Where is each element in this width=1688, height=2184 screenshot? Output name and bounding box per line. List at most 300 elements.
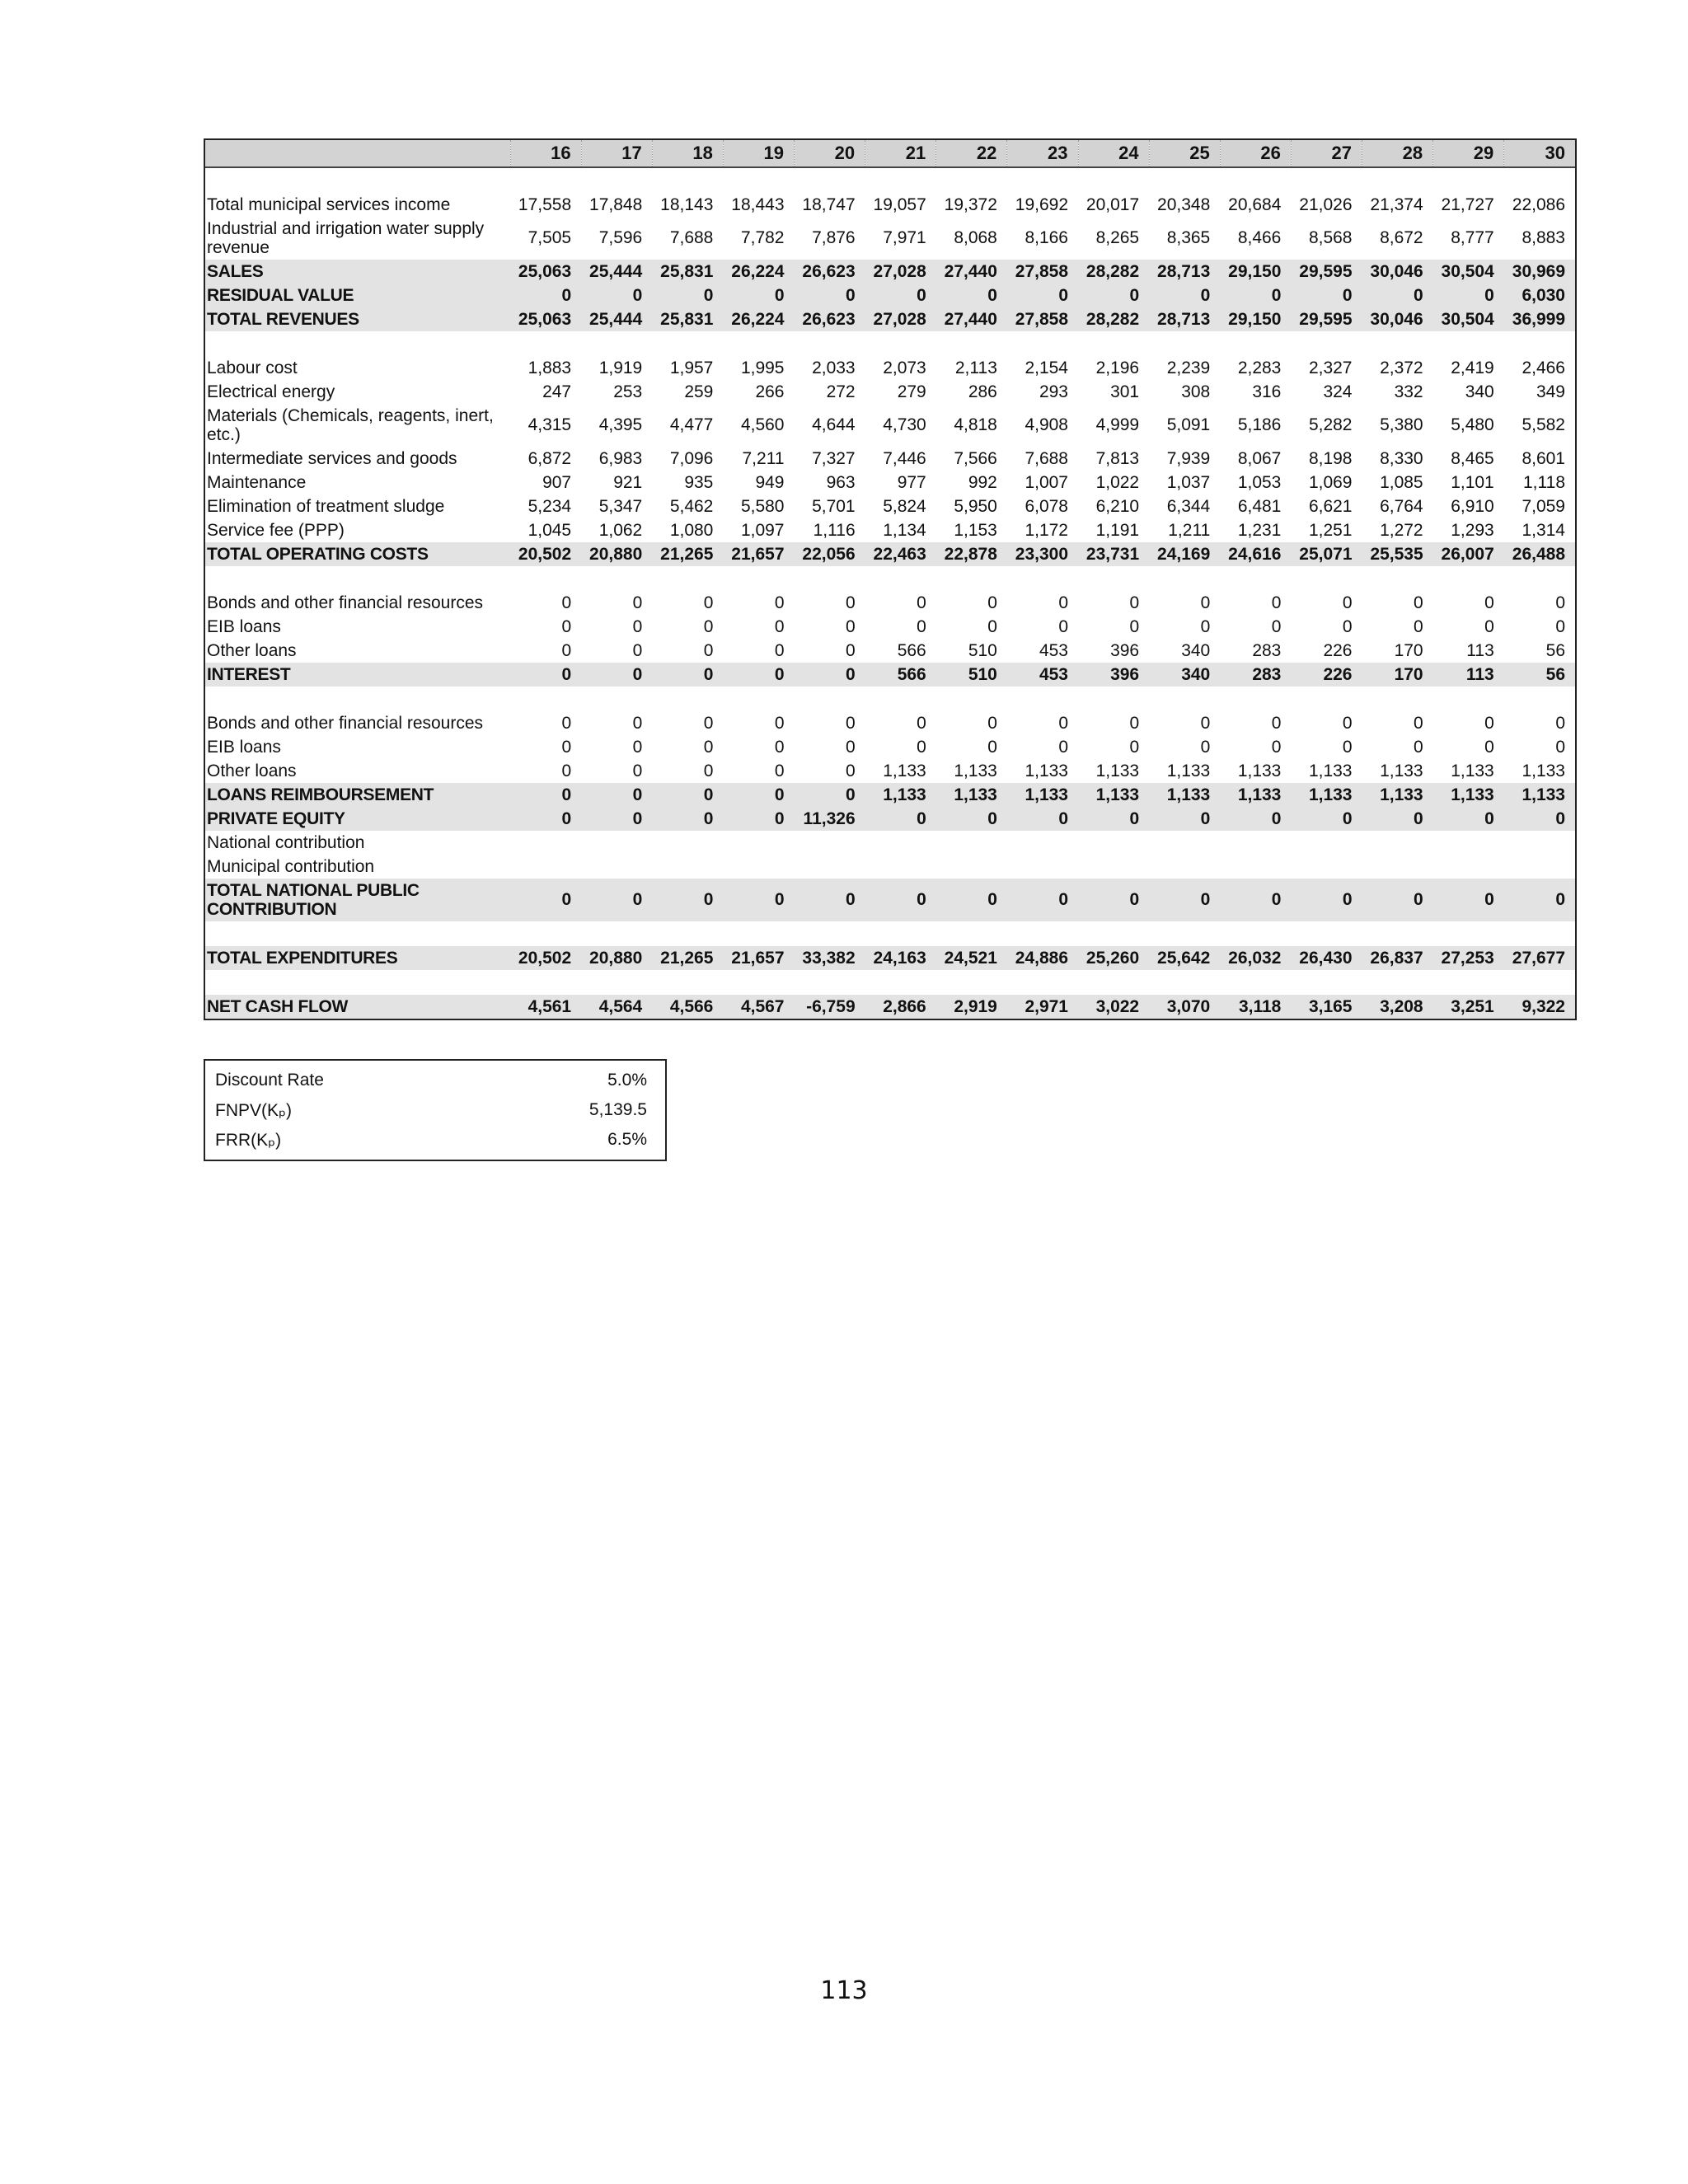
table-row	[205, 831, 1575, 855]
table-cell: 0	[774, 761, 785, 780]
table-cell: 0	[1555, 593, 1565, 612]
table-cell: 1,153	[954, 520, 997, 540]
table-cell: 992	[968, 472, 997, 492]
indicator-row	[205, 1095, 665, 1125]
table-cell: 0	[510, 783, 581, 807]
row-label: TOTAL REVENUES	[205, 307, 510, 331]
row-label: RESIDUAL VALUE	[205, 284, 510, 307]
table-cell: 21,657	[723, 946, 794, 970]
table-cell: 1,995	[740, 358, 785, 377]
table-row	[205, 615, 1575, 639]
table-cell: 566	[865, 663, 936, 687]
table-cell: 4,644	[812, 415, 856, 434]
table-cell	[795, 855, 865, 879]
table-cell: 1,172	[1025, 520, 1068, 540]
table-cell: 0	[865, 807, 936, 831]
table-cell: 6,621	[1308, 496, 1353, 516]
table-cell: 7,596	[598, 228, 643, 247]
table-cell: 6,030	[1504, 284, 1575, 307]
table-cell: 17,848	[589, 194, 643, 214]
total-row	[205, 307, 1575, 331]
table-cell: 0	[1291, 284, 1362, 307]
table-cell: 7,566	[954, 448, 997, 468]
table-cell: 6,344	[1166, 496, 1211, 516]
table-cell: 8,568	[1308, 228, 1353, 247]
table-row	[205, 855, 1575, 879]
table-cell: 1,101	[1451, 472, 1494, 492]
table-cell: 2,283	[1237, 358, 1282, 377]
table-cell: 25,831	[652, 307, 723, 331]
row-label: TOTAL NATIONAL PUBLIC CONTRIBUTION	[205, 879, 510, 921]
table-cell: 1,069	[1308, 472, 1353, 492]
table-cell: 0	[1504, 879, 1575, 921]
table-cell: 0	[723, 783, 794, 807]
table-cell: 30,504	[1433, 260, 1504, 284]
table-cell: 26,488	[1504, 542, 1575, 566]
table-cell: 0	[987, 616, 997, 636]
table-cell: 25,535	[1362, 542, 1433, 566]
table-cell: 0	[1413, 713, 1423, 733]
table-cell: 7,971	[883, 228, 926, 247]
table-cell: 266	[755, 382, 785, 401]
table-cell: 921	[613, 472, 643, 492]
table-cell	[510, 855, 581, 879]
table-cell	[1291, 831, 1362, 855]
total-row	[205, 260, 1575, 284]
table-cell: 56	[1545, 640, 1565, 660]
table-cell: 0	[774, 593, 785, 612]
table-cell: 396	[1078, 663, 1149, 687]
table-row	[205, 759, 1575, 783]
table-row	[205, 711, 1575, 735]
table-cell: 2,154	[1025, 358, 1068, 377]
table-cell: 7,813	[1095, 448, 1140, 468]
table-cell: 3,165	[1291, 995, 1362, 1019]
row-label: EIB loans	[207, 617, 281, 636]
table-cell: 0	[1271, 616, 1282, 636]
table-cell	[510, 831, 581, 855]
table-cell: 30,046	[1362, 260, 1433, 284]
spacer-cell	[205, 921, 1575, 946]
table-cell: 28,713	[1149, 260, 1220, 284]
table-cell: 0	[652, 663, 723, 687]
table-cell: 0	[1200, 737, 1211, 757]
table-cell: 510	[968, 640, 997, 660]
table-cell: 36,999	[1504, 307, 1575, 331]
table-row	[205, 471, 1575, 494]
table-cell: 0	[1484, 737, 1494, 757]
total-row	[205, 284, 1575, 307]
total-row	[205, 783, 1575, 807]
row-label: Bonds and other financial resources	[207, 714, 484, 733]
table-cell	[936, 831, 1007, 855]
table-cell: 0	[1433, 879, 1504, 921]
table-cell: 26,623	[795, 307, 865, 331]
table-cell: 0	[703, 616, 714, 636]
table-cell: 0	[987, 713, 997, 733]
table-cell: 0	[1342, 737, 1353, 757]
table-cell: 25,071	[1291, 542, 1362, 566]
table-cell: 21,727	[1441, 194, 1494, 214]
table-cell: 0	[652, 879, 723, 921]
table-cell	[581, 855, 652, 879]
table-cell: 18,443	[731, 194, 785, 214]
table-cell: 396	[1110, 640, 1140, 660]
table-cell: 0	[1200, 616, 1211, 636]
table-cell: 1,080	[669, 520, 714, 540]
table-cell: 7,782	[740, 228, 785, 247]
table-cell: 0	[723, 879, 794, 921]
table-cell: -6,759	[795, 995, 865, 1019]
table-cell: 0	[1504, 807, 1575, 831]
table-cell: 0	[561, 713, 572, 733]
table-cell	[1220, 831, 1291, 855]
table-row	[205, 356, 1575, 380]
table-cell: 26,032	[1220, 946, 1291, 970]
table-cell: 28,282	[1078, 307, 1149, 331]
table-cell: 1,133	[1504, 783, 1575, 807]
spacer-row	[205, 921, 1575, 946]
table-cell: 4,564	[581, 995, 652, 1019]
table-cell: 0	[795, 284, 865, 307]
year-header-29: 29	[1433, 140, 1504, 167]
table-cell: 2,196	[1095, 358, 1140, 377]
table-cell: 26,623	[795, 260, 865, 284]
spacer-cell	[205, 331, 1575, 356]
table-cell: 0	[652, 284, 723, 307]
table-cell: 566	[897, 640, 926, 660]
table-cell: 2,113	[954, 358, 997, 377]
table-cell: 30,504	[1433, 307, 1504, 331]
table-cell: 27,028	[865, 260, 936, 284]
table-cell: 0	[632, 761, 643, 780]
table-cell: 17,558	[518, 194, 572, 214]
table-cell: 253	[613, 382, 643, 401]
table-cell: 1,097	[740, 520, 785, 540]
table-cell: 27,440	[936, 260, 1007, 284]
table-cell: 0	[1271, 593, 1282, 612]
table-cell: 0	[1129, 713, 1140, 733]
table-cell: 0	[581, 284, 652, 307]
row-label: TOTAL OPERATING COSTS	[205, 542, 510, 566]
table-cell: 0	[845, 640, 856, 660]
table-cell: 0	[1078, 879, 1149, 921]
table-cell: 0	[1129, 593, 1140, 612]
table-cell: 0	[1291, 879, 1362, 921]
table-cell: 2,327	[1308, 358, 1353, 377]
table-cell: 0	[1433, 807, 1504, 831]
table-row	[205, 380, 1575, 404]
table-cell: 0	[795, 879, 865, 921]
table-cell	[1504, 831, 1575, 855]
table-cell: 0	[917, 593, 926, 612]
table-cell: 30,046	[1362, 307, 1433, 331]
table-cell	[1433, 855, 1504, 879]
table-cell: 7,327	[812, 448, 856, 468]
table-cell: 0	[1007, 807, 1078, 831]
table-cell	[1149, 855, 1220, 879]
table-cell: 1,133	[1149, 783, 1220, 807]
table-cell: 0	[917, 713, 926, 733]
row-label: Total municipal services income	[207, 195, 451, 214]
table-cell: 0	[561, 616, 572, 636]
spacer-cell	[205, 566, 1575, 591]
table-cell: 453	[1039, 640, 1068, 660]
table-cell: 24,169	[1149, 542, 1220, 566]
table-cell: 18,143	[660, 194, 714, 214]
table-cell	[1362, 831, 1433, 855]
table-row	[205, 518, 1575, 542]
table-cell: 8,601	[1522, 448, 1565, 468]
table-cell: 170	[1394, 640, 1423, 660]
table-cell: 20,684	[1228, 194, 1282, 214]
table-cell: 2,919	[936, 995, 1007, 1019]
table-cell: 20,502	[510, 542, 581, 566]
table-cell: 22,463	[865, 542, 936, 566]
total-row	[205, 807, 1575, 831]
table-cell: 0	[936, 879, 1007, 921]
table-cell: 0	[845, 616, 856, 636]
table-cell: 1,116	[813, 520, 856, 540]
table-cell: 0	[632, 593, 643, 612]
table-cell: 20,880	[581, 946, 652, 970]
table-cell: 2,971	[1007, 995, 1078, 1019]
financial-indicators-box	[204, 1059, 667, 1161]
table-cell: 0	[561, 640, 572, 660]
row-label: TOTAL EXPENDITURES	[205, 946, 510, 970]
table-cell: 1,133	[1237, 761, 1282, 780]
indicator-row	[205, 1125, 665, 1160]
table-cell: 0	[1555, 616, 1565, 636]
table-cell: 0	[652, 783, 723, 807]
table-cell: 0	[1058, 713, 1068, 733]
table-cell: 0	[1058, 593, 1068, 612]
table-cell: 27,858	[1007, 260, 1078, 284]
table-cell: 0	[1433, 284, 1504, 307]
spacer-row	[205, 331, 1575, 356]
table-cell	[1433, 831, 1504, 855]
table-cell: 0	[1484, 713, 1494, 733]
table-cell	[1007, 855, 1078, 879]
table-cell: 8,465	[1451, 448, 1494, 468]
table-cell: 26,224	[723, 307, 794, 331]
table-cell: 23,731	[1078, 542, 1149, 566]
table-cell: 0	[703, 713, 714, 733]
year-header-18: 18	[652, 140, 723, 167]
table-cell: 5,091	[1166, 415, 1211, 434]
table-cell: 29,150	[1220, 260, 1291, 284]
table-cell: 29,595	[1291, 307, 1362, 331]
table-cell: 113	[1433, 663, 1504, 687]
table-cell: 18,747	[802, 194, 856, 214]
row-label: National contribution	[207, 833, 365, 852]
table-cell: 977	[897, 472, 926, 492]
year-header-26: 26	[1220, 140, 1291, 167]
table-cell	[795, 831, 865, 855]
table-cell: 20,880	[581, 542, 652, 566]
table-cell: 0	[795, 663, 865, 687]
table-cell: 6,910	[1451, 496, 1494, 516]
table-cell: 8,068	[954, 228, 997, 247]
total-row	[205, 995, 1575, 1019]
table-cell: 0	[632, 737, 643, 757]
table-cell: 301	[1110, 382, 1140, 401]
table-cell: 340	[1149, 663, 1220, 687]
row-label: PRIVATE EQUITY	[205, 807, 510, 831]
table-cell: 0	[1291, 807, 1362, 831]
table-cell: 25,063	[510, 260, 581, 284]
table-cell: 4,908	[1025, 415, 1068, 434]
year-header-30: 30	[1504, 140, 1575, 167]
table-cell	[865, 831, 936, 855]
row-label: Electrical energy	[207, 382, 335, 401]
table-cell: 0	[703, 640, 714, 660]
table-cell: 1,007	[1025, 472, 1068, 492]
table-cell: 2,239	[1166, 358, 1211, 377]
table-cell: 1,133	[1291, 783, 1362, 807]
table-cell: 3,070	[1149, 995, 1220, 1019]
table-cell: 1,133	[1220, 783, 1291, 807]
table-cell: 1,133	[883, 761, 926, 780]
table-cell: 0	[1555, 737, 1565, 757]
table-cell: 0	[1342, 713, 1353, 733]
table-cell: 0	[845, 593, 856, 612]
year-header-23: 23	[1007, 140, 1078, 167]
table-cell: 0	[1555, 713, 1565, 733]
table-cell: 2,466	[1522, 358, 1565, 377]
table-cell: 170	[1362, 663, 1433, 687]
table-cell: 7,688	[1025, 448, 1068, 468]
table-cell: 2,419	[1451, 358, 1494, 377]
table-cell: 0	[917, 616, 926, 636]
table-cell: 1,045	[528, 520, 572, 540]
table-cell: 21,265	[652, 946, 723, 970]
table-cell: 27,253	[1433, 946, 1504, 970]
table-cell: 0	[1149, 284, 1220, 307]
table-row	[205, 639, 1575, 663]
spacer-row	[205, 566, 1575, 591]
table-cell: 0	[1220, 807, 1291, 831]
table-cell: 0	[510, 284, 581, 307]
table-cell: 4,315	[528, 415, 572, 434]
table-row	[205, 193, 1575, 217]
table-cell: 4,566	[652, 995, 723, 1019]
table-cell: 2,073	[883, 358, 926, 377]
row-label: Other loans	[207, 762, 297, 780]
table-cell: 0	[723, 284, 794, 307]
table-cell: 0	[561, 761, 572, 780]
table-cell: 247	[542, 382, 572, 401]
row-label: INTEREST	[205, 663, 510, 687]
table-cell: 0	[1220, 879, 1291, 921]
table-cell: 1,919	[598, 358, 643, 377]
spacer-cell	[205, 687, 1575, 711]
table-row	[205, 447, 1575, 471]
table-cell: 293	[1039, 382, 1068, 401]
table-cell: 0	[1484, 616, 1494, 636]
spacer-cell	[205, 167, 1575, 193]
table-cell: 0	[1058, 737, 1068, 757]
table-cell: 2,033	[812, 358, 856, 377]
table-row	[205, 735, 1575, 759]
table-cell: 6,983	[598, 448, 643, 468]
table-cell: 30,969	[1504, 260, 1575, 284]
row-label: Industrial and irrigation water supply revenue	[207, 219, 485, 257]
table-cell: 29,150	[1220, 307, 1291, 331]
total-row	[205, 946, 1575, 970]
table-cell: 8,067	[1237, 448, 1282, 468]
year-header-row	[205, 140, 1575, 167]
year-header-28: 28	[1362, 140, 1433, 167]
table-cell	[652, 855, 723, 879]
table-cell: 25,063	[510, 307, 581, 331]
table-cell: 29,595	[1291, 260, 1362, 284]
table-cell: 4,999	[1095, 415, 1140, 434]
table-cell: 1,883	[528, 358, 572, 377]
table-cell: 0	[561, 593, 572, 612]
table-cell: 1,062	[598, 520, 643, 540]
table-cell: 0	[917, 737, 926, 757]
table-cell: 1,133	[1433, 783, 1504, 807]
table-cell: 26,224	[723, 260, 794, 284]
table-cell: 6,481	[1237, 496, 1282, 516]
table-cell: 5,186	[1237, 415, 1282, 434]
table-cell: 1,133	[1007, 783, 1078, 807]
table-cell: 226	[1291, 663, 1362, 687]
indicator-label: Discount Rate	[215, 1071, 324, 1090]
table-cell	[1362, 855, 1433, 879]
table-cell: 0	[1362, 807, 1433, 831]
table-cell: 0	[581, 807, 652, 831]
table-cell: 0	[987, 737, 997, 757]
table-cell	[723, 831, 794, 855]
table-cell: 25,260	[1078, 946, 1149, 970]
table-cell	[1007, 831, 1078, 855]
header-label-cell	[205, 140, 510, 167]
table-cell: 8,466	[1237, 228, 1282, 247]
table-cell: 8,777	[1451, 228, 1494, 247]
table-cell: 19,372	[944, 194, 997, 214]
table-cell: 24,886	[1007, 946, 1078, 970]
row-label: Maintenance	[207, 473, 307, 492]
table-cell: 22,878	[936, 542, 1007, 566]
table-cell: 0	[1149, 879, 1220, 921]
table-cell	[1291, 855, 1362, 879]
table-cell	[1504, 855, 1575, 879]
table-cell: 1,134	[883, 520, 926, 540]
table-cell: 27,028	[865, 307, 936, 331]
year-header-20: 20	[795, 140, 865, 167]
table-cell: 6,210	[1095, 496, 1140, 516]
year-header-19: 19	[723, 140, 794, 167]
table-cell: 0	[703, 761, 714, 780]
table-cell: 1,957	[669, 358, 714, 377]
row-label: Other loans	[207, 641, 297, 660]
page-number: 113	[820, 1976, 868, 2005]
table-cell: 0	[1078, 807, 1149, 831]
table-cell: 7,505	[528, 228, 572, 247]
year-header-17: 17	[581, 140, 652, 167]
table-cell: 0	[703, 593, 714, 612]
indicator-value: 5.0%	[607, 1071, 647, 1090]
table-cell: 1,231	[1237, 520, 1282, 540]
table-cell	[1078, 831, 1149, 855]
table-cell: 0	[1200, 593, 1211, 612]
table-cell	[1220, 855, 1291, 879]
table-cell: 23,300	[1007, 542, 1078, 566]
table-cell: 0	[774, 713, 785, 733]
table-cell: 8,330	[1380, 448, 1423, 468]
